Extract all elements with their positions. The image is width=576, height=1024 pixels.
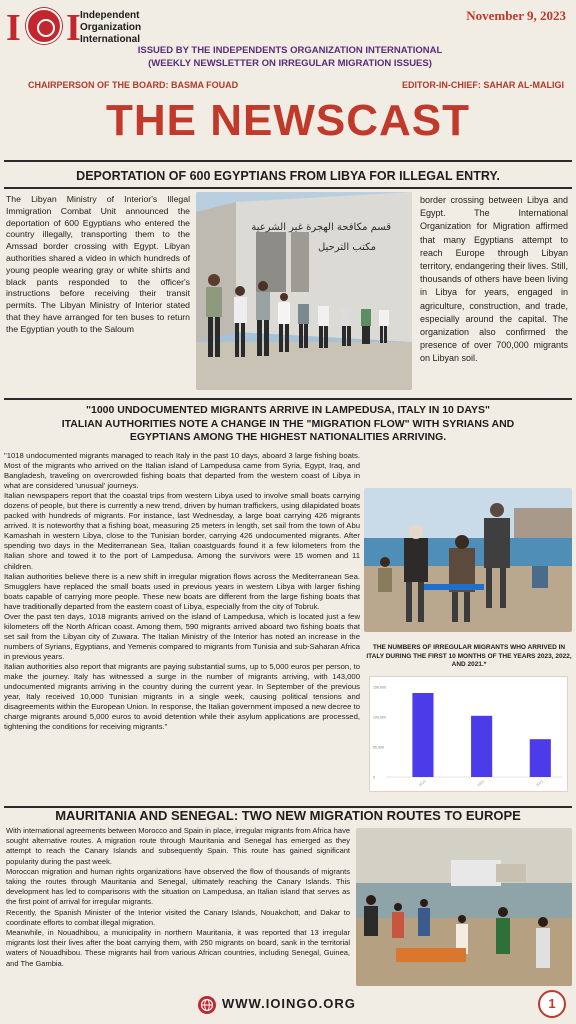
article1-right-column: border crossing between Libya and Egypt. The International Organization for Migration affirmed that many Egyptians attempt to reach Europe through Libyan territory, endangering their lives. Still, thousands of others have been living in Libya for years, engaged in agriculture, construction, and trade, especially around the capital. The organization also confirmed the presence of over 700,000 migrants on Libyan soil. (420, 195, 568, 364)
article2-heading-line-3: EGYPTIANS AMONG THE HIGHEST NATIONALITIES ARRIVING. (129, 431, 447, 443)
chart-y-tick-label: 0 (373, 775, 375, 780)
chart-x-tick-label: 2021 (535, 779, 545, 788)
issued-by (100, 44, 480, 70)
chairperson: CHAIRPERSON OF THE BOARD: BASMA FOUAD (28, 80, 239, 90)
chart-bar-2022 (471, 716, 492, 777)
article3-body (6, 826, 350, 969)
chart-bar-2021 (530, 739, 551, 777)
article3-paragraph: Recently, the Spanish Minister of the Interior visited the Canary Islands, Nouakchott, and Dakar to coordinate efforts to combat illegal migration. (6, 907, 350, 927)
lampedusa-photo-illustration (364, 488, 572, 632)
photo-sign-arabic-2: مكتب الترحيل (317, 242, 376, 253)
migrants-bar-chart (369, 676, 568, 792)
chart-bar-2023 (412, 693, 433, 777)
logo-letter-right: I (66, 7, 81, 49)
logo-line-2: Organization (80, 22, 142, 33)
article2-paragraph: Italian authorities believe there is a new shift in irregular migration flows across the Mediterranean Sea. Smugglers have replaced the small boats used in previous years in western Libya with larger fishing boats capable of carrying more people. These new boats are different from the large fishing boats that have traditionally departed from the eastern coast of Libya, especially from the city of Tobruk. (4, 571, 360, 611)
mauritania-photo (356, 828, 572, 986)
article1-heading: DEPORTATION OF 600 EGYPTIANS FROM LIBYA FOR ILLEGAL ENTRY. (76, 169, 500, 183)
article2-heading-line-1: "1000 UNDOCUMENTED MIGRANTS ARRIVE IN LAMPEDUSA, ITALY IN 10 DAYS" (86, 404, 490, 416)
mauritania-photo-illustration (356, 828, 572, 986)
article3-paragraph: Meanwhile, in Nouadhibou, a municipality in northern Mauritania, it was reported that 13 irregular migrants lost their lives after the boat carrying them, with 250 migrants on board, sank in the territorial waters of Nouadhibou. These migrants hail from various African countries, including Senegal, Guinea, and The Gambia. (6, 928, 350, 968)
chart-x-tick-label: 2023 (417, 779, 427, 788)
article3-paragraph: With international agreements between Morocco and Spain in place, irregular migrants from Africa have sought alternative routes. A migration route through Mauritania and Senegal has emerged as they attempt to reach the Canary Islands and subsequently Spain. This route has gained significant popularity during the past week. (6, 826, 350, 866)
article3-heading: MAURITANIA AND SENEGAL: TWO NEW MIGRATION ROUTES TO EUROPE (55, 808, 521, 823)
chart-caption: THE NUMBERS OF IRREGULAR MIGRANTS WHO ARRIVED IN ITALY DURING THE FIRST 10 MONTHS OF THE YEARS 2023, 2022, AND 2021.* (366, 644, 572, 669)
issued-line-2: (WEEKLY NEWSLETTER ON IRREGULAR MIGRATION ISSUES) (148, 58, 432, 69)
article2-heading (30, 404, 546, 445)
issued-line-1: ISSUED BY THE INDEPENDENTS ORGANIZATION INTERNATIONAL (137, 45, 443, 56)
chart-y-tick-label: 50,000 (373, 745, 384, 750)
logo (6, 6, 80, 52)
logo-line-3: International (80, 34, 141, 45)
globe-icon-glyph (198, 996, 216, 1014)
article2-paragraph: Italian newspapers report that the coastal trips from western Libya used to involve small boats carrying dozens of people, but there is currently a new trend, driven by human traffickers, using dilapidated boats packed with hundreds of migrants. For instance, last Wednesday, a large boat carrying 426 migrants arrived. It is noteworthy that a fishing boat, measuring 25 meters in length, set sail from the town of Abu Kamashah in western Libya, close to the Tunisian border, carrying 426 undocumented migrants. After spending two days in the Mediterranean Sea, Italian coastguards found it a few kilometers from the Italian shore and towed it to the port of Lampedusa. Among the survivors were 15 women and 11 children. (4, 491, 360, 571)
chart-y-tick-label: 100,000 (373, 715, 386, 720)
article2-heading-line-2: ITALIAN AUTHORITIES NOTE A CHANGE IN THE "MIGRATION FLOW" WITH SYRIANS AND (61, 417, 515, 430)
page-number: 1 (538, 990, 566, 1018)
deportation-photo (196, 192, 412, 390)
globe-icon (198, 996, 216, 1014)
chart-x-tick-label: 2022 (476, 779, 486, 788)
article3-paragraph: Moroccan migration and human rights organizations have observed the flow of thousands of migrants taking the routes through Mauritania and Senegal, ultimately reaching the Canary Islands. This development has led to comparisons with the situation on Lampedusa, an Italian island that serves as the first point of arrival for irregular migrants. (6, 866, 350, 907)
article2-paragraph: "1018 undocumented migrants managed to reach Italy in the past 10 days, aboard 3 large fishing boats. Most of the migrants who arrived on the Italian island of Lampedusa came from Syria, Egypt, Iraq, and Bangladesh, traveling on overcrowded fishing boats that departed from the western coast of Libya in what are considered 'unusual' journeys. (4, 451, 360, 491)
divider (4, 187, 572, 189)
article2-body (4, 451, 360, 732)
chart-plot (370, 677, 569, 793)
article1-left-column: The Libyan Ministry of Interior's Illegal Immigration Combat Unit announced the deportation of 600 Egyptians who entered the country illegally, transporting them to the Amssad border crossing with Egypt. Libyan authorities shared a video in which hundreds of young people wearing gray or white shirts and black pants responded to the officer's instructions before receiving their transit permits. The Libyan Ministry of Interior stated that they have arranged for ten buses to return the Egyptian youth to the Saloum (6, 194, 190, 334)
chart-y-tick-label: 150,000 (373, 685, 386, 690)
editor-in-chief: EDITOR-IN-CHIEF: SAHAR AL-MALIGI (402, 80, 564, 90)
deportation-photo-illustration (196, 192, 412, 390)
logo-wordmark (80, 10, 141, 46)
newsletter-title: THE NEWSCAST (106, 96, 470, 145)
divider (4, 398, 572, 400)
issue-date: November 9, 2023 (466, 8, 566, 23)
logo-letter-left: I (6, 7, 21, 49)
article2-paragraph: Over the past ten days, 1018 migrants arrived on the island of Lampedusa, which is located just a few kilometers off the North African coast. Among them, 590 migrants arrived aboard two fishing boats that set sail from the Libyan city of Zuwara. The Italian Ministry of the Interior has noted an increase in the numbers of Syrians, Egyptians, and Yemenis compared to migrants from Tunisia and sub-Saharan Africa in previous years. (4, 611, 360, 661)
article2-paragraph: Italian authorities also report that migrants are paying substantial sums, up to 5,000 euros per person, to make the journey. Italy has witnessed a surge in the number of migrants arriving, with 143,000 undocumented migrants arriving in the country during the current year. In September of the previous year, Italy received 10,000 Tunisian migrants in a single week, causing political tensions and disagreements within the European Union. In response, the Italian government imposed a new decree to charge migrants around 5,000 euros to avoid detention while their asylum applications are processed, tightening the conditions for receiving migrants." (4, 661, 360, 732)
lampedusa-photo (364, 488, 572, 632)
photo-sign-arabic-1: قسم مكافحة الهجرة غير الشرعية (251, 222, 391, 233)
website-link[interactable]: WWW.IOINGO.ORG (222, 996, 356, 1011)
divider (4, 160, 572, 162)
logo-line-1: Independent (80, 10, 140, 21)
logo-globe-icon (26, 8, 62, 44)
